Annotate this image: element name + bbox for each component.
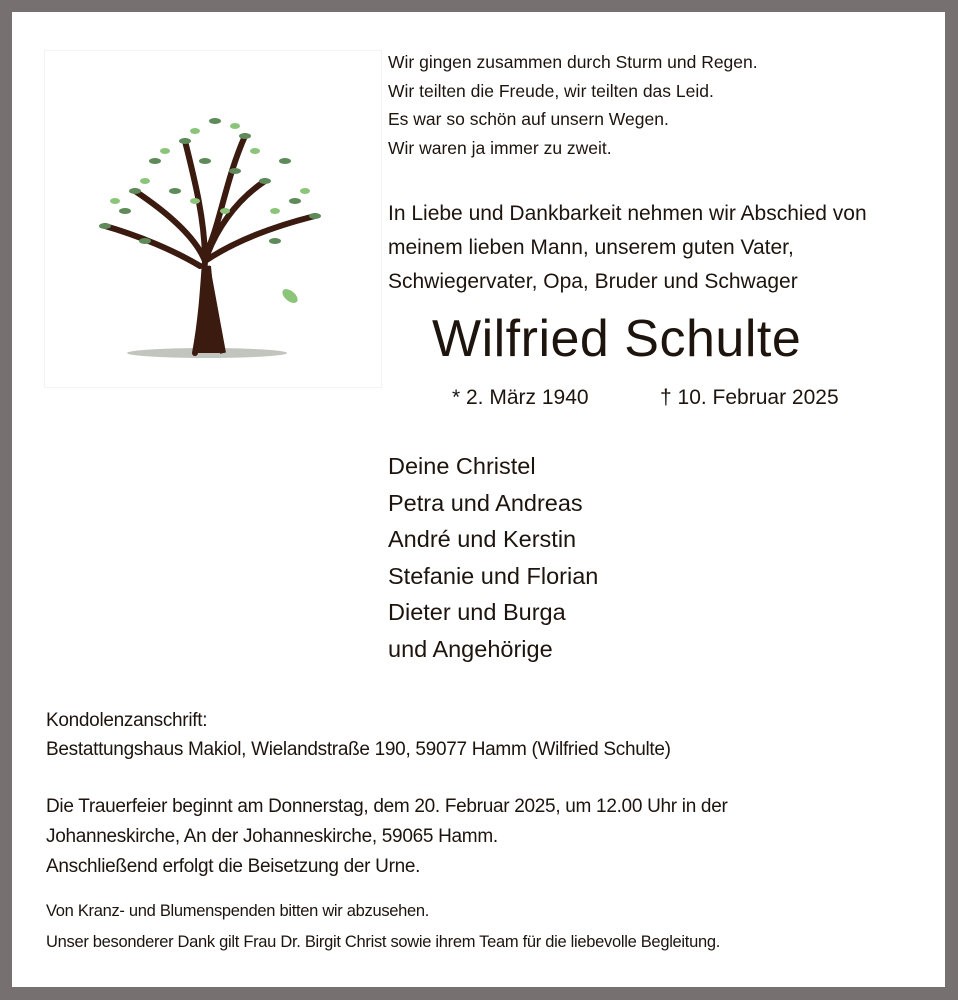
deceased-name: Wilfried Schulte xyxy=(432,310,802,368)
condolence-address-line: Bestattungshaus Makiol, Wielandstraße 190, 59077 Hamm (Wilfried Schulte) xyxy=(46,739,671,760)
poem xyxy=(388,48,758,162)
poem-line: Wir gingen zusammen durch Sturm und Regen. xyxy=(388,52,758,72)
funeral-line: Die Trauerfeier beginnt am Donnerstag, dem 20. Februar 2025, um 12.00 Uhr in der xyxy=(46,796,728,817)
tree-icon xyxy=(45,51,381,387)
poem-line: Wir waren ja immer zu zweit. xyxy=(388,137,612,158)
note-line: Unser besonderer Dank gilt Frau Dr. Birgit Christ sowie ihrem Team für die liebevolle Begleitung. xyxy=(46,933,720,951)
note-line: Von Kranz- und Blumenspenden bitten wir abzusehen. xyxy=(46,902,430,920)
condolence-address xyxy=(46,706,671,764)
intro-line: meinem lieben Mann, unserem guten Vater, xyxy=(388,236,794,259)
family-member: André und Kerstin xyxy=(388,526,577,552)
intro-line: In Liebe und Dankbarkeit nehmen wir Abschied von xyxy=(388,202,867,225)
family-member: Stefanie und Florian xyxy=(388,562,599,589)
funeral-line: Johanneskirche, An der Johanneskirche, 59065 Hamm. xyxy=(46,826,498,847)
family-member: Dieter und Burga xyxy=(388,599,566,625)
tree-image xyxy=(44,50,382,388)
death-date: † 10. Februar 2025 xyxy=(660,386,839,409)
obituary-sheet xyxy=(12,12,945,987)
poem-line: Es war so schön auf unsern Wegen. xyxy=(388,109,669,129)
family-member: Petra und Andreas xyxy=(388,489,583,516)
family-list xyxy=(388,448,598,667)
intro-line: Schwiegervater, Opa, Bruder und Schwager xyxy=(388,270,798,293)
birth-date: * 2. März 1940 xyxy=(452,386,589,409)
closing-notes xyxy=(46,896,720,958)
poem-line: Wir teilten die Freude, wir teilten das Leid. xyxy=(388,80,714,101)
family-member: und Angehörige xyxy=(388,635,553,662)
condolence-label: Kondolenzanschrift: xyxy=(46,710,208,731)
funeral-info xyxy=(46,792,728,882)
family-member: Deine Christel xyxy=(388,453,536,479)
funeral-line: Anschließend erfolgt die Beisetzung der Urne. xyxy=(46,856,421,877)
intro-text xyxy=(388,197,867,299)
